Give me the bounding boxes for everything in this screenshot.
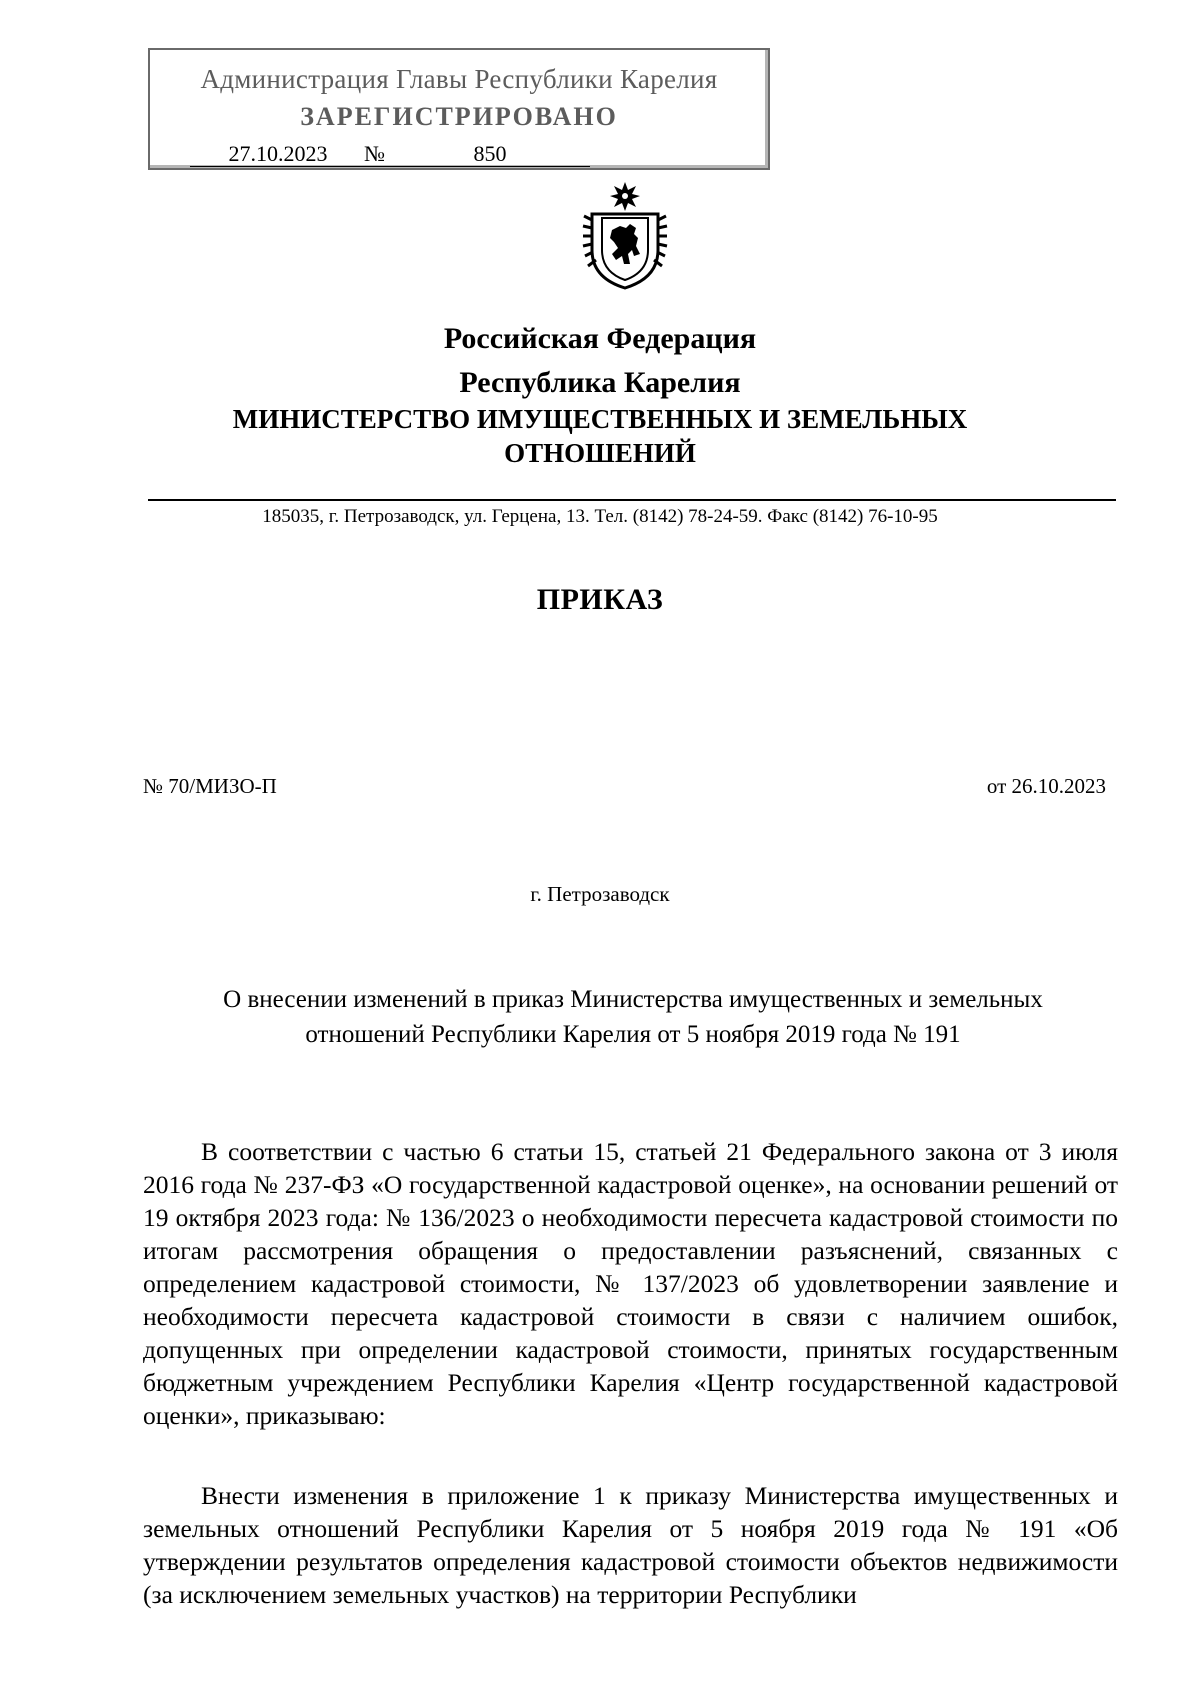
subject-line-1: О внесении изменений в приказ Министерства имущественных и земельных bbox=[223, 986, 1043, 1013]
stamp-status: ЗАРЕГИСТРИРОВАНО bbox=[300, 102, 618, 131]
paragraph-1: В соответствии с частью 6 статьи 15, статьей 21 Федерального закона от 3 июля 2016 года № 237-ФЗ «О государственной кадастровой оценке», на основании решений от 19 октября 2023 года: № 136/2023 о необходимости пересчета кадастровой стоимости по итогам рассмотрения обращения о предоставлении разъяснений, связанных с определением кадастровой стоимости, № 137/2023 об удовлетворении заявление и необходимости пересчета кадастровой стоимости в связи с наличием ошибок, допущенных при определении кадастровой стоимости, принятых государственным бюджетным учреждением Республики Карелия «Центр государственной кадастровой оценки», приказываю: bbox=[143, 1137, 1118, 1430]
document-subject bbox=[148, 982, 1118, 1052]
stamp-date: 27.10.2023 bbox=[190, 142, 366, 167]
header-ministry-cont: ОТНОШЕНИЙ bbox=[504, 438, 696, 468]
subject-line-2: отношений Республики Карелия от 5 ноября 2019 года № 191 bbox=[305, 1021, 961, 1048]
stamp-organization: Администрация Главы Республики Карелия bbox=[200, 64, 718, 94]
header-ministry: МИНИСТЕРСТВО ИМУЩЕСТВЕННЫХ И ЗЕМЕЛЬНЫХ bbox=[232, 404, 968, 434]
order-date: от 26.10.2023 bbox=[986, 774, 1106, 798]
registration-stamp bbox=[148, 48, 770, 170]
paragraph-2: Внести изменения в приложение 1 к приказу Министерства имущественных и земельных отношений Республики Карелия от 5 ноября 2019 года № 191 «Об утверждении результатов определения кадастровой стоимости объектов недвижимости (за исключением земельных участков) на территории Республики bbox=[143, 1481, 1118, 1609]
document-title: ПРИКАЗ bbox=[536, 583, 664, 616]
order-number: № 70/МИЗО-П bbox=[143, 774, 277, 798]
karelia-coat-of-arms-icon bbox=[580, 180, 670, 290]
header-republic: Республика Карелия bbox=[459, 366, 741, 399]
header-address: 185035, г. Петрозаводск, ул. Герцена, 13. Тел. (8142) 78-24-59. Факс (8142) 76-10-95 bbox=[262, 506, 938, 527]
stamp-number: 850 bbox=[390, 142, 590, 167]
header-divider bbox=[148, 499, 1116, 501]
header-country: Российская Федерация bbox=[443, 322, 757, 355]
stamp-number-sign: № bbox=[364, 142, 392, 167]
document-city: г. Петрозаводск bbox=[530, 882, 670, 906]
